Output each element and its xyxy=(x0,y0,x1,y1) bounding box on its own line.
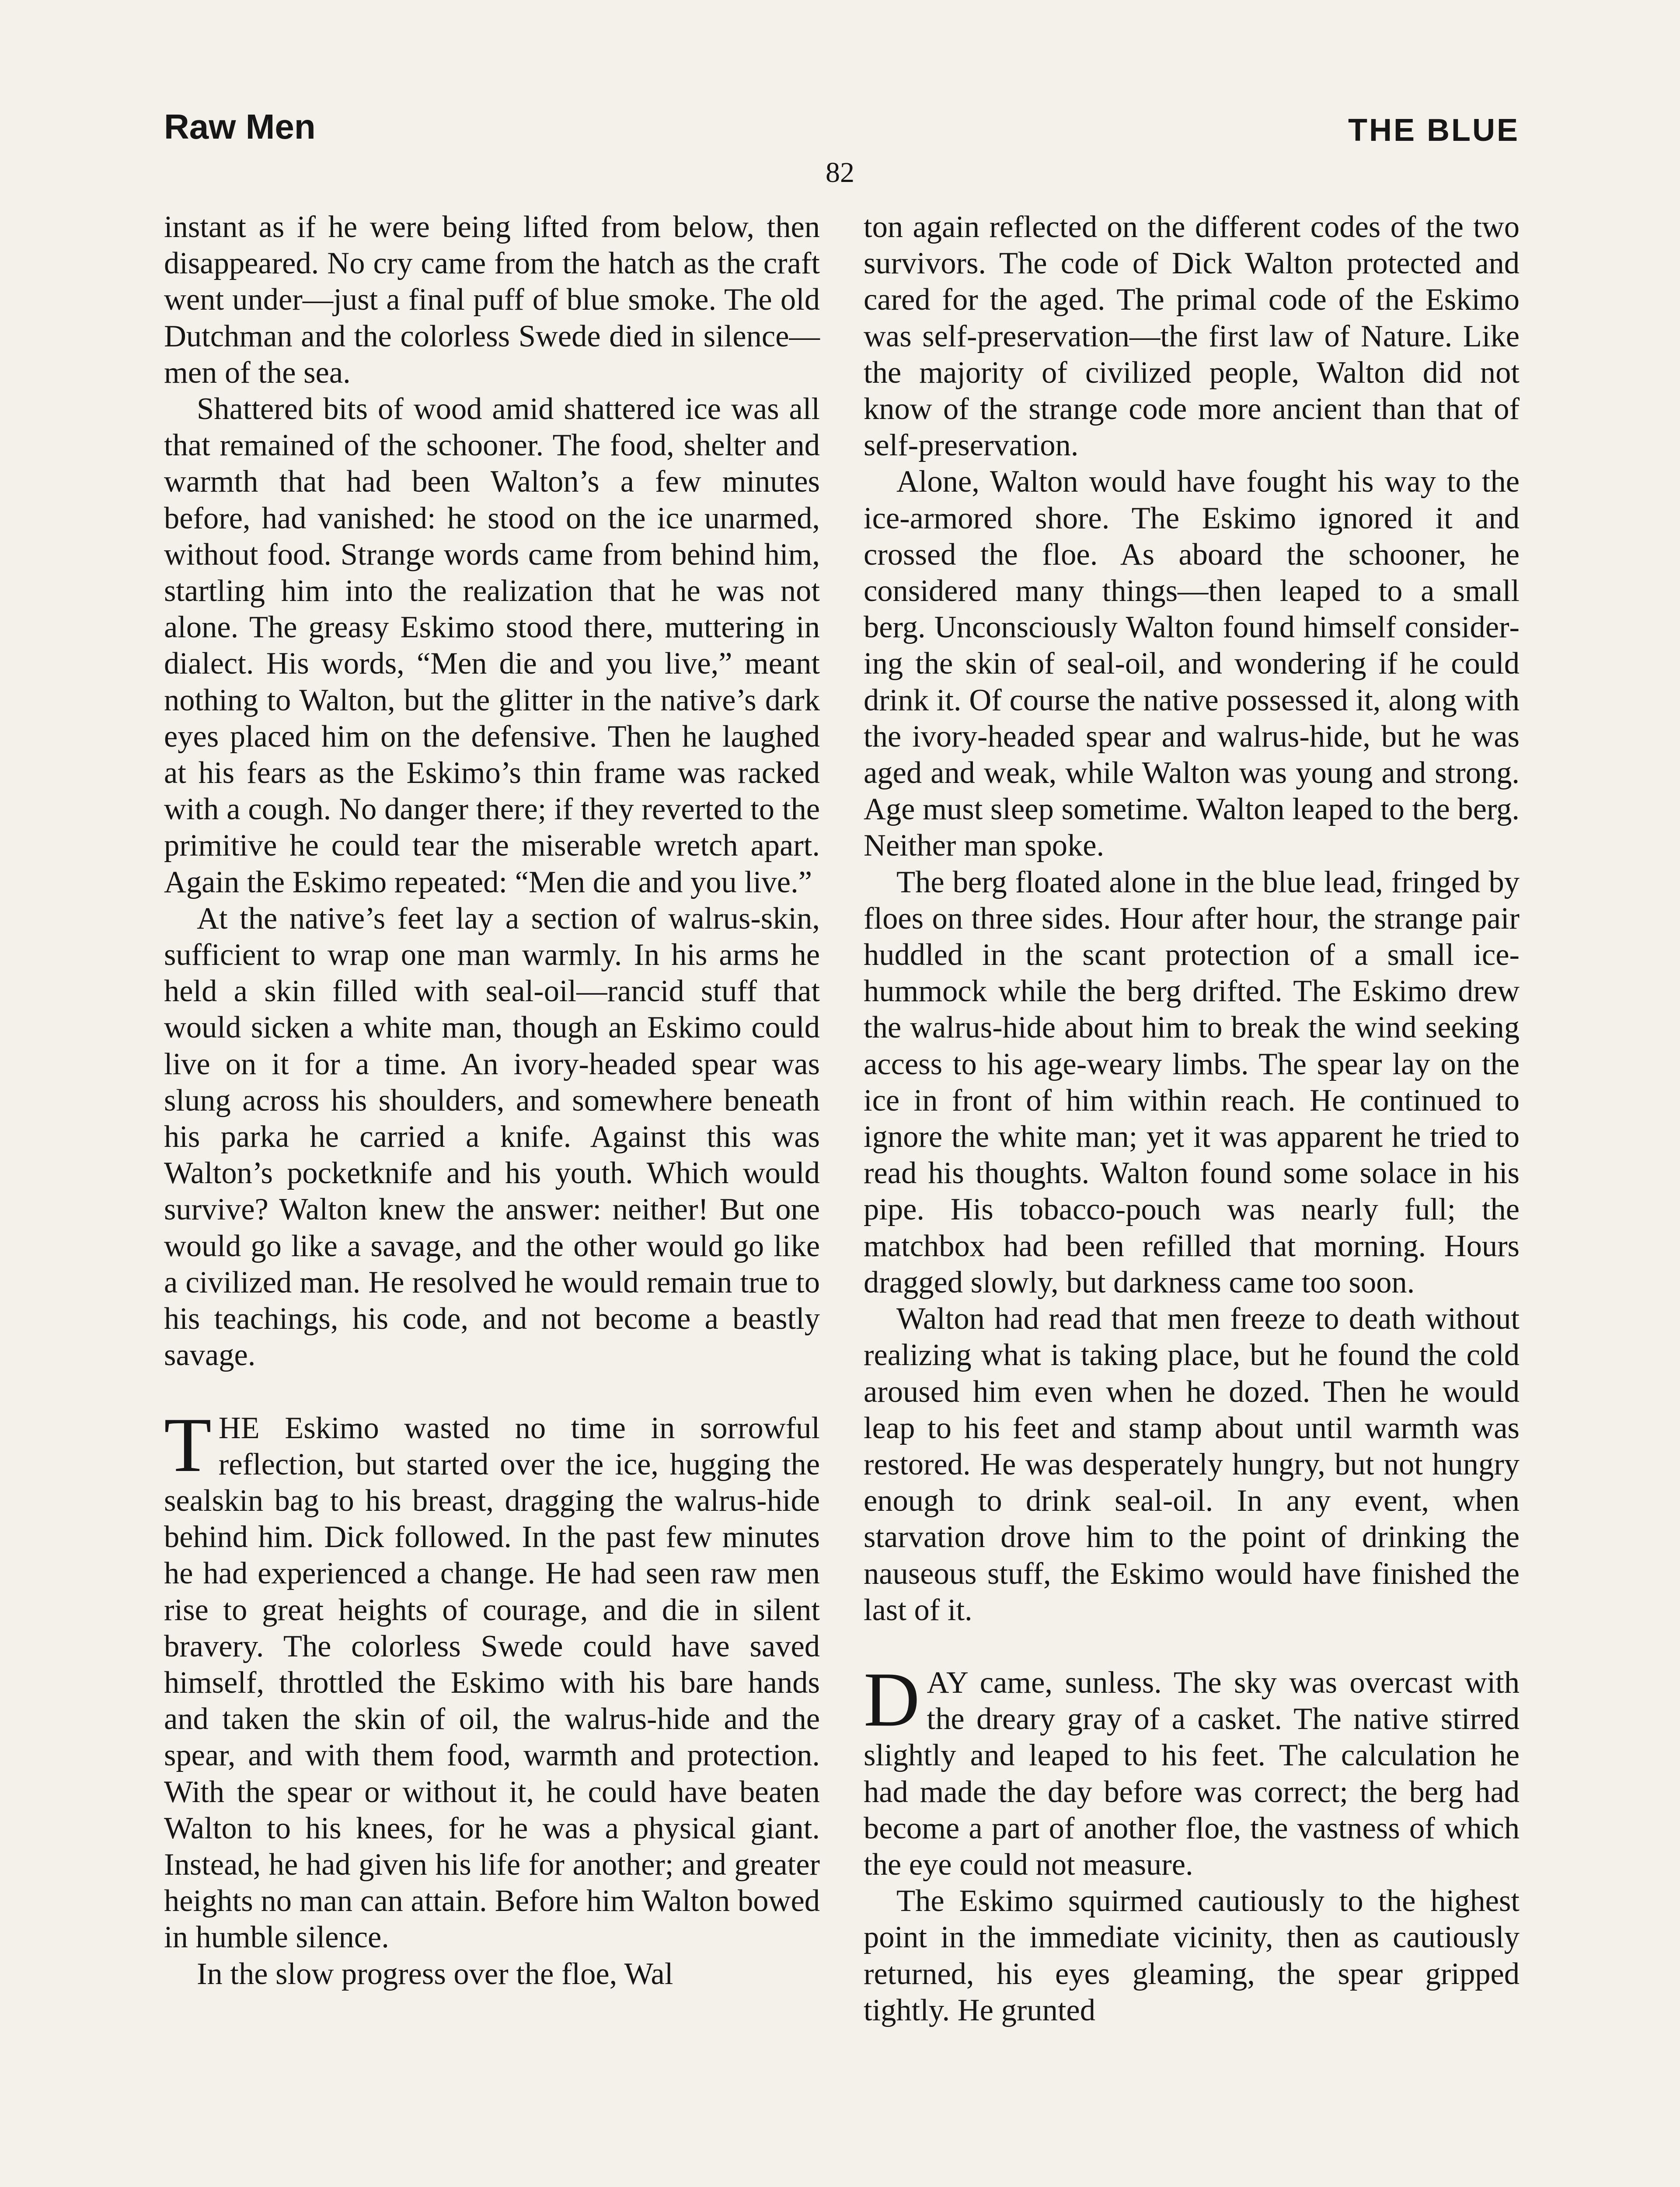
paragraph: At the native’s feet lay a section of walrus-skin, sufficient to wrap one man warmly. In his arms he held a skin filled with seal-oil—rancid stuff that would sicken a white man, though an Eskimo could live on it for a time. An ivory-headed spear was slung across his shoulders, and somewhere beneath his parka he carried a knife. Against this was Walton’s pocketknife and his youth. Which would survive? Walton knew the answer: neither! But one would go like a savage, and the other would go like a civilized man. He resolved he would remain true to his teachings, his code, and not become a beastly savage. xyxy=(164,901,820,1373)
paragraph: The Eskimo squirmed cautiously to the highest point in the immediate vicinity, then as cautiously returned, his eyes gleaming, the spear gripped tightly. He grunted xyxy=(864,1884,1520,2027)
section-start-paragraph xyxy=(864,1656,1520,1883)
drop-cap: T xyxy=(164,1401,212,1488)
story-title: Raw Men xyxy=(164,107,316,146)
paragraph: ton again reflected on the different codes of the two survivors. The code of Dick Walton protected and cared for the aged. The primal code of the Eskimo was self-preservation—the first law of Nature. Like the majority of civilized people, Walton did not know of the strange code more ancient than that of self-preservation. xyxy=(864,210,1520,463)
paragraph: Alone, Walton would have fought his way to the ice-armored shore. The Eskimo ignored it and crossed the floe. As aboard the schooner, he considered many things—then leaped to a small berg. Unconsciously Walton found himself considering the skin of seal-oil, and wondering if he could drink it. Of course the native possessed it, along with the ivory-headed spear and walrus-hide, but he was aged and weak, while Walton was young and strong. Age must sleep sometime. Walton leaped to the berg. Neither man spoke. xyxy=(864,465,1520,863)
left-column xyxy=(164,209,820,1992)
paragraph-text: HE Eskimo wasted no time in sorrowful reflection, but started over the ice, hugging the sealskin bag to his breast, dragging the walrus-hide behind him. Dick followed. In the past few minutes he had experienced a change. He had seen raw men rise to great heights of courage, and die in silent bravery. The colorless Swede could have saved himself, throttled the Eskimo with his bare hands and taken the skin of oil, the walrus-hide and the spear, and with them food, warmth and protection. With the spear or without it, he could have beaten Walton to his knees, for he was a physical giant. Instead, he had given his life for another; and greater heights no man can attain. Before him Walton bowed in humble silence. xyxy=(164,1411,820,1955)
page-number: 82 xyxy=(826,157,854,189)
magazine-title: THE BLUE xyxy=(1348,113,1520,148)
paragraph: In the slow progress over the floe, Wal xyxy=(197,1956,673,1991)
paragraph: instant as if he were being lifted from below, then disappeared. No cry came from the hatch as the craft went under—just a final puff of blue smoke. The old Dutchman and the colorless Swede died in silence—men of the sea. xyxy=(164,210,820,390)
drop-cap: D xyxy=(864,1656,920,1743)
paragraph: The berg floated alone in the blue lead, fringed by floes on three sides. Hour after hour, the strange pair huddled in the scant protection of a small ice-hummock while the berg drifted. The Eskimo drew the walrus-hide about him to break the wind seeking access to his age-weary limbs. The spear lay on the ice in front of him within reach. He continued to ignore the white man; yet it was apparent he tried to read his thoughts. Walton found some solace in his pipe. His tobacco-pouch was nearly full; the matchbox had been refilled that morning. Hours dragged slowly, but darkness came too soon. xyxy=(864,865,1520,1300)
section-start-paragraph xyxy=(164,1401,820,1956)
paragraph: Shattered bits of wood amid shattered ice was all that remained of the schooner. The food, shelter and warmth that had been Walton’s a few minutes before, had vanished: he stood on the ice unarmed, without food. Strange words came from behind him, startling him into the realization that he was not alone. The greasy Eskimo stood there, muttering in dialect. His words, “Men die and you live,” meant nothing to Walton, but the glitter in the native’s dark eyes placed him on the defensive. Then he laughed at his fears as the Eskimo’s thin frame was racked with a cough. No danger there; if they reverted to the primitive he could tear the miserable wretch apart. Again the Eskimo repeated: “Men die and you live.” xyxy=(164,392,820,899)
paragraph: Walton had read that men freeze to death without realizing what is taking place, but he found the cold aroused him even when he dozed. Then he would leap to his feet and stamp about until warmth was restored. He was desperately hungry, but not hungry enough to drink seal-oil. In any event, when starvation drove him to the point of drinking the nauseous stuff, the Eskimo would have finished the last of it. xyxy=(864,1302,1520,1627)
right-column xyxy=(864,209,1520,2029)
paragraph-text: AY came, sunless. The sky was overcast with the dreary gray of a casket. The native stirred slightly and leaped to his feet. The calculation he had made the day before was correct; the berg had become a part of another floe, the vastness of which the eye could not measure. xyxy=(864,1665,1520,1882)
